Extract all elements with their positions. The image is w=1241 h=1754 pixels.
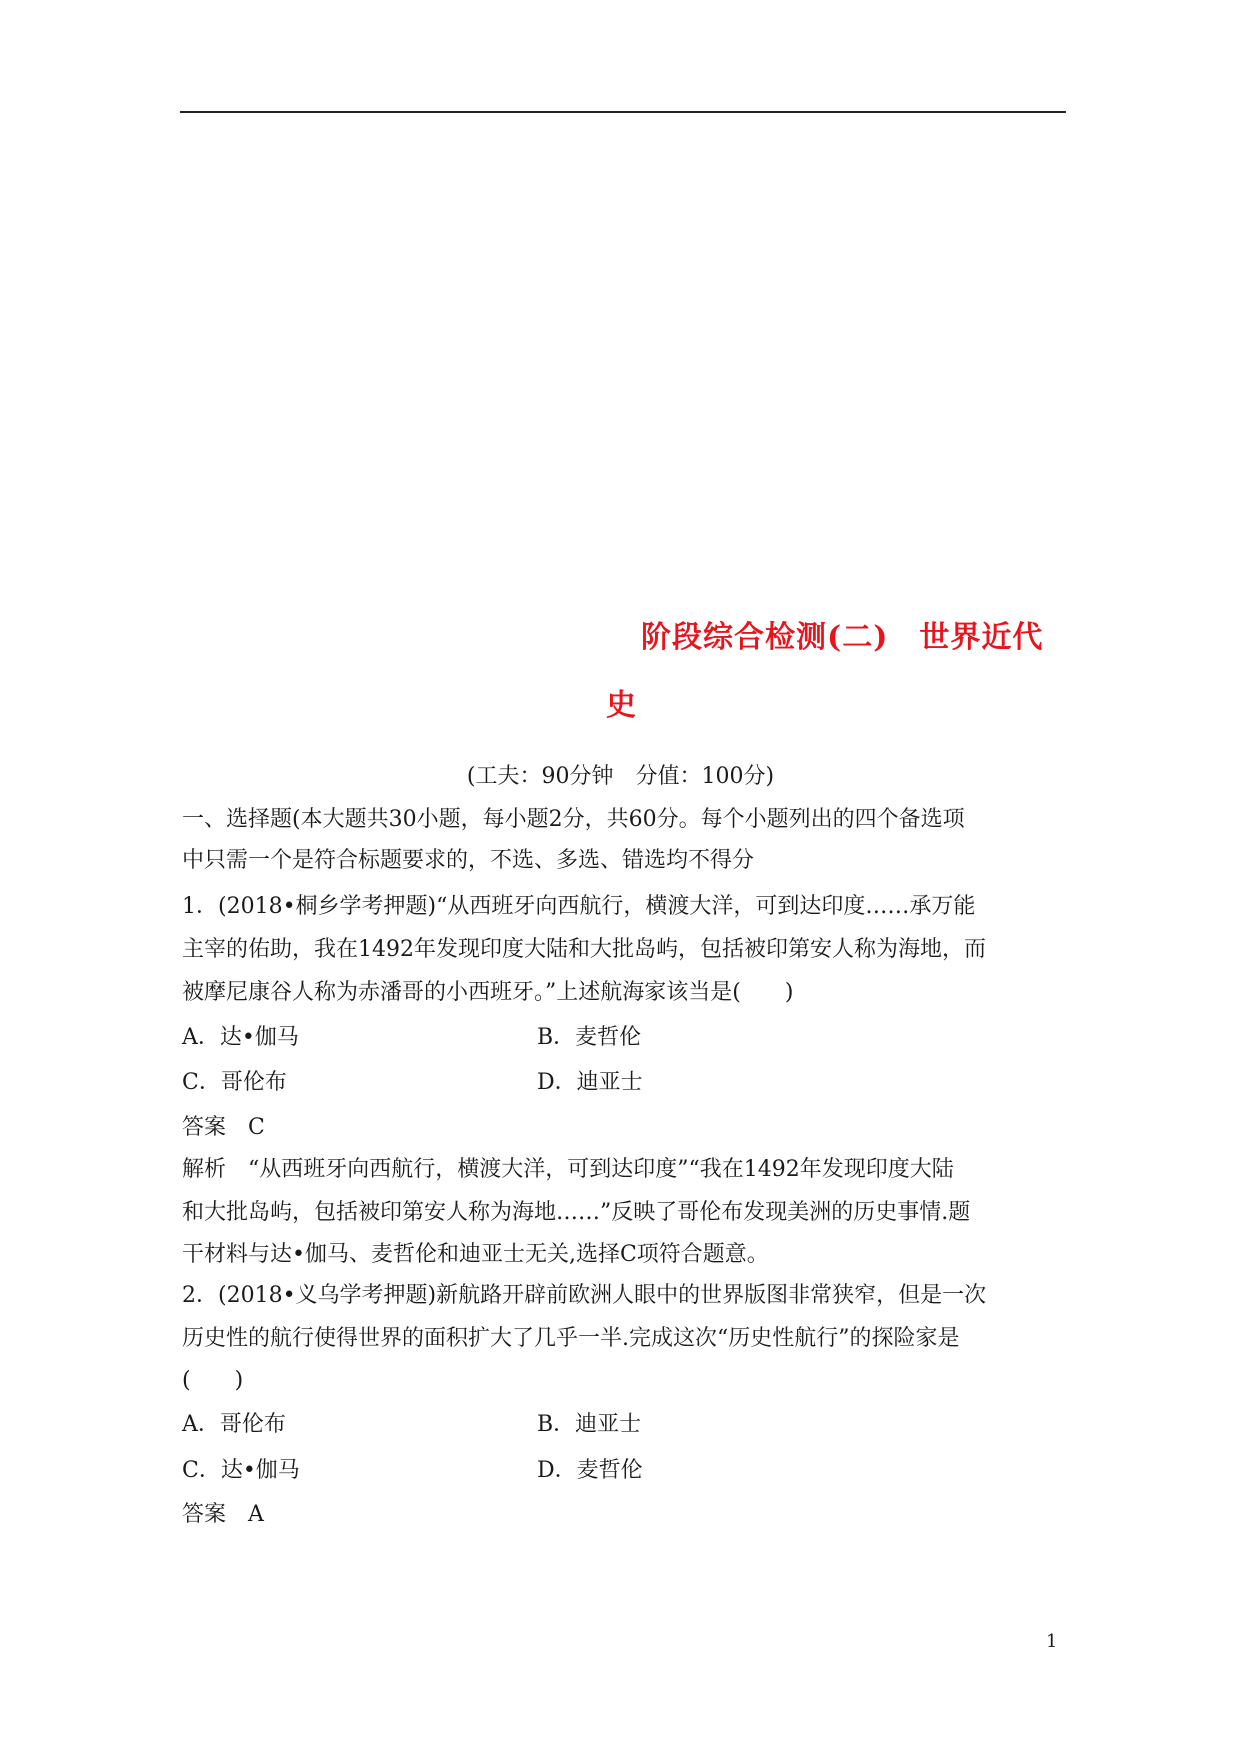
q1-option-b: B．麦哲伦 <box>537 1025 642 1050</box>
header-rule <box>180 111 1066 113</box>
q1-option-d: D．迪亚士 <box>537 1070 643 1095</box>
page-title-line-2: 史 <box>606 688 637 723</box>
q2-stem-line-3: ( ) <box>182 1368 244 1393</box>
q2-option-d: D．麦哲伦 <box>537 1458 643 1483</box>
q1-analysis-line-2: 和大批岛屿，包括被印第安人称为海地……”反映了哥伦布发现美洲的历史事情.题 <box>182 1200 971 1225</box>
q1-option-c: C．哥伦布 <box>182 1070 287 1095</box>
q2-option-c: C．达•伽马 <box>182 1458 300 1483</box>
q1-answer: 答案 C <box>182 1115 265 1140</box>
q2-option-b: B．迪亚士 <box>537 1412 642 1437</box>
q2-stem-line-2: 历史性的航行使得世界的面积扩大了几乎一半.完成这次“历史性航行”的探险家是 <box>182 1326 960 1351</box>
q2-answer: 答案 A <box>182 1502 264 1527</box>
q1-stem-line-1: 1．(2018•桐乡学考押题)“从西班牙向西航行，横渡大洋，可到达印度……承万能 <box>182 894 976 919</box>
section-heading-line-2: 中只需一个是符合标题要求的，不选、多选、错选均不得分 <box>182 848 755 873</box>
section-heading-line-1: 一、选择题(本大题共30小题，每小题2分，共60分。每个小题列出的四个备选项 <box>182 807 965 832</box>
page-number: 1 <box>1046 1631 1058 1652</box>
q2-stem-line-1: 2．(2018•义乌学考押题)新航路开辟前欧洲人眼中的世界版图非常狭窄，但是一次 <box>182 1283 987 1308</box>
q1-analysis-line-3: 干材料与达•伽马、麦哲伦和迪亚士无关,选择C项符合题意。 <box>182 1242 769 1267</box>
q1-analysis-line-1: 解析 “从西班牙向西航行，横渡大洋，可到达印度”“我在1492年发现印度大陆 <box>182 1157 954 1182</box>
q1-stem-line-2: 主宰的佑助，我在1492年发现印度大陆和大批岛屿，包括被印第安人称为海地，而 <box>182 937 986 962</box>
q2-option-a: A．哥伦布 <box>182 1412 286 1437</box>
page-title-line-1: 阶段综合检测(二) 世界近代 <box>641 620 1044 655</box>
q1-stem-line-3: 被摩尼康谷人称为赤潘哥的小西班牙。”上述航海家该当是( ) <box>182 980 794 1005</box>
q1-option-a: A．达•伽马 <box>182 1025 299 1050</box>
exam-meta: (工夫：90分钟 分值：100分) <box>466 764 775 789</box>
